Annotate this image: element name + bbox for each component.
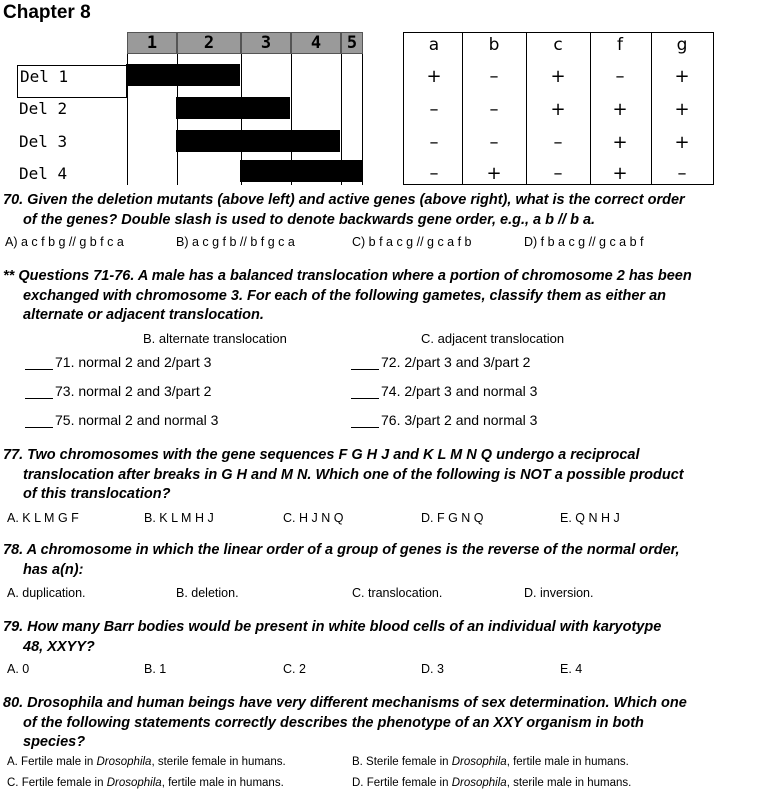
answer-option[interactable]: D. 3 bbox=[421, 662, 444, 676]
answer-option[interactable]: C) b f a c g // g c a f b bbox=[352, 235, 472, 249]
gene-cell: + bbox=[486, 163, 502, 184]
matching-item[interactable]: 75. normal 2 and normal 3 bbox=[25, 412, 218, 428]
gene-cell: – bbox=[677, 163, 687, 184]
answer-blank[interactable] bbox=[25, 384, 53, 399]
gene-cell: + bbox=[674, 99, 690, 120]
answer-option[interactable]: A. K L M G F bbox=[7, 511, 79, 525]
gene-cell: + bbox=[426, 66, 442, 87]
gene-cell: – bbox=[489, 132, 499, 153]
answer-blank[interactable] bbox=[351, 355, 379, 370]
gene-cell: – bbox=[489, 99, 499, 120]
deletion-label: Del 2 bbox=[19, 99, 68, 118]
deletion-label: Del 1 bbox=[17, 65, 127, 98]
question-text: 78. A chromosome in which the linear order of a group of genes is the reverse of the normal order, bbox=[3, 542, 680, 558]
answer-option[interactable]: D. inversion. bbox=[524, 586, 594, 600]
gene-header: c bbox=[553, 35, 563, 55]
answer-option[interactable]: D) f b a c g // g c a b f bbox=[524, 235, 644, 249]
question-text: of the genes? Double slash is used to denote backwards gene order, e.g., a b // b a. bbox=[23, 211, 596, 228]
answer-option[interactable]: B. 1 bbox=[144, 662, 167, 676]
segment-header: 2 bbox=[177, 32, 241, 54]
answer-option[interactable]: B. deletion. bbox=[176, 586, 239, 600]
deletion-label: Del 3 bbox=[19, 132, 68, 151]
answer-option[interactable]: A. duplication. bbox=[7, 586, 86, 600]
gene-cell: – bbox=[553, 163, 563, 184]
gene-cell: – bbox=[429, 99, 439, 120]
matching-item[interactable]: 74. 2/part 3 and normal 3 bbox=[351, 383, 537, 399]
answer-option[interactable]: A. Fertile male in Drosophila, sterile female in humans. bbox=[7, 756, 286, 768]
question-text: 80. Drosophila and human beings have very different mechanisms of sex determination. Which one bbox=[3, 695, 687, 711]
question-text: translocation after breaks in G H and M N. Which one of the following is NOT a possible product bbox=[23, 466, 684, 483]
answer-option[interactable]: E. 4 bbox=[560, 662, 583, 676]
choice-alternate: B. alternate translocation bbox=[143, 331, 287, 346]
deletion-map bbox=[17, 32, 363, 185]
segment-header: 1 bbox=[127, 32, 177, 54]
gene-cell: – bbox=[429, 132, 439, 153]
question-text: of the following statements correctly describes the phenotype of an XXY organism in both bbox=[23, 714, 644, 731]
answer-option[interactable]: C. translocation. bbox=[352, 586, 443, 600]
gene-activity-table bbox=[403, 32, 714, 185]
answer-option[interactable]: A. 0 bbox=[7, 662, 30, 676]
question-text: of this translocation? bbox=[23, 486, 171, 502]
deletion-bar-3 bbox=[176, 130, 340, 152]
question-70 bbox=[3, 191, 748, 230]
answer-option[interactable]: C. 2 bbox=[283, 662, 306, 676]
deletion-bar-2 bbox=[176, 97, 290, 119]
gene-cell: + bbox=[550, 66, 566, 87]
answer-option[interactable]: B. K L M H J bbox=[144, 511, 214, 525]
choice-adjacent: C. adjacent translocation bbox=[421, 331, 565, 346]
gene-cell: + bbox=[674, 66, 690, 87]
deletion-label: Del 4 bbox=[19, 164, 68, 183]
answer-option[interactable]: A) a c f b g // g b f c a bbox=[5, 235, 124, 249]
segment-header: 5 bbox=[341, 32, 363, 54]
gene-cell: + bbox=[612, 163, 628, 184]
answer-blank[interactable] bbox=[351, 413, 379, 428]
answer-blank[interactable] bbox=[25, 355, 53, 370]
question-text: exchanged with chromosome 3. For each of the following gametes, classify them as either an bbox=[23, 287, 666, 304]
answer-option[interactable]: C. Fertile female in Drosophila, fertile male in humans. bbox=[7, 777, 284, 789]
question-text: alternate or adjacent translocation. bbox=[23, 307, 264, 323]
gene-cell: + bbox=[550, 99, 566, 120]
gene-cell: + bbox=[612, 132, 628, 153]
answer-option[interactable]: D. F G N Q bbox=[421, 511, 484, 525]
segment-header: 3 bbox=[241, 32, 291, 54]
gene-header: b bbox=[488, 35, 500, 55]
gene-cell: + bbox=[674, 132, 690, 153]
question-text: species? bbox=[23, 734, 86, 750]
answer-blank[interactable] bbox=[351, 384, 379, 399]
gene-header: g bbox=[676, 35, 688, 55]
deletion-bar-1 bbox=[126, 64, 240, 86]
question-text: has a(n): bbox=[23, 561, 84, 578]
answer-option[interactable]: B. Sterile female in Drosophila, fertile male in humans. bbox=[352, 756, 629, 768]
question-text: 79. How many Barr bodies would be present in white blood cells of an individual with karyotype bbox=[3, 619, 662, 635]
grid-line bbox=[362, 54, 363, 185]
question-78 bbox=[3, 541, 748, 580]
question-80 bbox=[3, 694, 748, 753]
gene-cell: – bbox=[553, 132, 563, 153]
question-text: 70. Given the deletion mutants (above left) and active genes (above right), what is the correct order bbox=[3, 192, 685, 208]
chapter-title: Chapter 8 bbox=[3, 2, 91, 23]
answer-option[interactable]: E. Q N H J bbox=[560, 511, 620, 525]
question-text: ** Questions 71-76. A male has a balanced translocation where a portion of chromosome 2 has been bbox=[3, 268, 692, 284]
gene-cell: + bbox=[612, 99, 628, 120]
matching-item[interactable]: 76. 3/part 2 and normal 3 bbox=[351, 412, 537, 428]
matching-item[interactable]: 73. normal 2 and 3/part 2 bbox=[25, 383, 211, 399]
gene-cell: – bbox=[489, 66, 499, 87]
question-text: 77. Two chromosomes with the gene sequences F G H J and K L M N Q undergo a reciprocal bbox=[3, 447, 640, 463]
question-79 bbox=[3, 618, 748, 657]
gene-cell: – bbox=[429, 163, 439, 184]
gene-header: a bbox=[428, 35, 440, 55]
answer-blank[interactable] bbox=[25, 413, 53, 428]
deletion-bar-4 bbox=[240, 160, 362, 182]
answer-option[interactable]: C. H J N Q bbox=[283, 511, 344, 525]
question-77 bbox=[3, 446, 748, 505]
question-71-76 bbox=[3, 267, 748, 326]
gene-cell: – bbox=[615, 66, 625, 87]
answer-option[interactable]: B) a c g f b // b f g c a bbox=[176, 235, 295, 249]
matching-item[interactable]: 71. normal 2 and 2/part 3 bbox=[25, 354, 211, 370]
gene-header: f bbox=[617, 35, 623, 55]
question-text: 48, XXYY? bbox=[23, 638, 95, 655]
matching-item[interactable]: 72. 2/part 3 and 3/part 2 bbox=[351, 354, 530, 370]
segment-header: 4 bbox=[291, 32, 341, 54]
answer-option[interactable]: D. Fertile female in Drosophila, sterile male in humans. bbox=[352, 777, 632, 789]
